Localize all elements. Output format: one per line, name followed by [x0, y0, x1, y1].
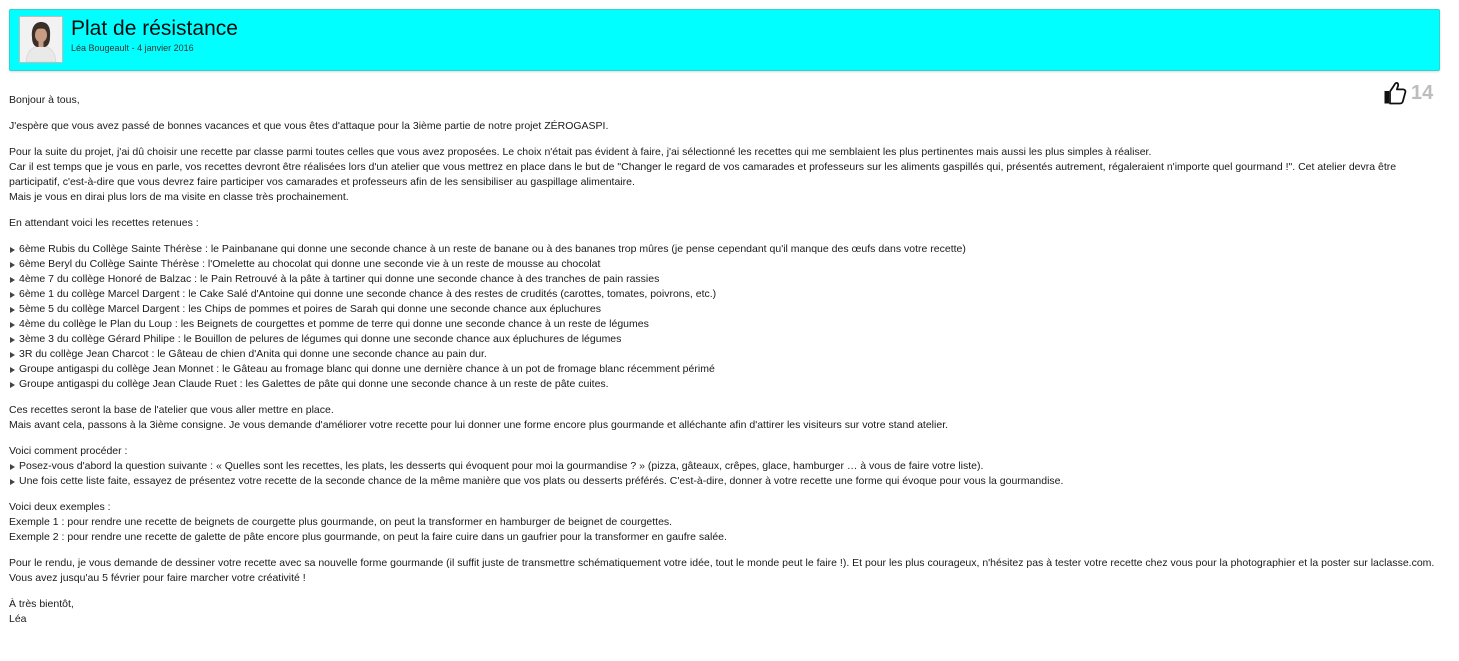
- list-item: 3R du collège Jean Charcot : le Gâteau de chien d'Anita qui donne une seconde chance au pain dur.: [9, 347, 1439, 362]
- author-avatar[interactable]: [19, 16, 63, 63]
- rendu-line: Vous avez jusqu'au 5 février pour faire marcher votre créativité !: [9, 572, 306, 584]
- list-item: 6ème Rubis du Collège Sainte Thérèse : le Painbanane qui donne une seconde chance à un reste de banane ou à des bananes trop mûres (je pense cependant qu'il manque des œufs dans votre recette): [9, 242, 1439, 257]
- procedure-intro: Voici comment procéder :: [9, 445, 128, 457]
- greeting: Bonjour à tous,: [9, 94, 80, 106]
- list-item: 5ème 5 du collège Marcel Dargent : les Chips de pommes et poires de Sarah qui donne une seconde chance aux épluchures: [9, 302, 1439, 317]
- recipes-intro: En attendant voici les recettes retenues :: [9, 217, 199, 229]
- procedure-section: [9, 444, 1439, 489]
- post-author[interactable]: Léa Bougeault: [71, 43, 130, 53]
- instruction-line: Ces recettes seront la base de l'atelier que vous aller mettre en place.: [9, 404, 334, 416]
- list-item: 3ème 3 du collège Gérard Philipe : le Bouillon de pelures de légumes qui donne une seconde chance aux épluchures de légumes: [9, 332, 1439, 347]
- recipes-list: [9, 242, 1439, 392]
- instruction-paragraph: [9, 403, 1439, 433]
- list-item: 4ème 7 du collège Honoré de Balzac : le Pain Retrouvé à la pâte à tartiner qui donne une seconde chance à des tranches de pain rassies: [9, 272, 1439, 287]
- post-date: 4 janvier 2016: [137, 43, 194, 53]
- closing-line: À très bientôt,: [9, 598, 74, 610]
- procedure-list: [9, 459, 1439, 489]
- post-meta: [71, 42, 194, 54]
- rendu-paragraph: [9, 556, 1439, 586]
- example-line: Exemple 1 : pour rendre une recette de beignets de courgette plus gourmande, on peut la transformer en hamburger de beignet de courgettes.: [9, 516, 673, 528]
- list-item: 6ème Beryl du Collège Sainte Thérèse : l'Omelette au chocolat qui donne une seconde vie à un reste de mousse au chocolat: [9, 257, 1439, 272]
- meta-separator: -: [131, 43, 135, 53]
- intro-paragraph: J'espère que vous avez passé de bonnes vacances et que vous êtes d'attaque pour la 3ième partie de notre projet ZÉROGASPI.: [9, 120, 609, 132]
- post-header: [9, 9, 1440, 71]
- list-item: Groupe antigaspi du collège Jean Claude Ruet : les Galettes de pâte qui donne une seconde chance à un reste de pâte cuites.: [9, 377, 1439, 392]
- examples-section: [9, 500, 1439, 545]
- context-line: Mais je vous en dirai plus lors de ma visite en classe très prochainement.: [9, 191, 349, 203]
- instruction-line: Mais avant cela, passons à la 3ième consigne. Je vous demande d'améliorer votre recette pour lui donner une forme encore plus gourmande et alléchante afin d'attirer les visiteurs sur votre stand atelier.: [9, 419, 949, 431]
- list-item: Une fois cette liste faite, essayez de présentez votre recette de la seconde chance de la même manière que vos plats ou desserts préférés. C'est-à-dire, donner à votre recette une forme qui évoque pour vous la gourmandise.: [9, 474, 1439, 489]
- list-item: 6ème 1 du collège Marcel Dargent : le Cake Salé d'Antoine qui donne une seconde chance à des restes de crudités (carottes, tomates, poivrons, etc.): [9, 287, 1439, 302]
- examples-intro: Voici deux exemples :: [9, 501, 111, 513]
- post-title: Plat de résistance: [71, 17, 238, 40]
- list-item: 4ème du collège le Plan du Loup : les Beignets de courgettes et pomme de terre qui donne une seconde chance à un reste de légumes: [9, 317, 1439, 332]
- signature: Léa: [9, 613, 27, 625]
- avatar-photo: [20, 17, 62, 62]
- rendu-line: Pour le rendu, je vous demande de dessiner votre recette avec sa nouvelle forme gourmande (il suffit juste de transmettre schématiquement votre idée, tout le monde peut le faire !). Et pour les plus courageux, n'hésitez pas à tester votre recette chez vous pour la photographier et la poster sur laclasse.com.: [9, 557, 1435, 569]
- list-item: Groupe antigaspi du collège Jean Monnet : le Gâteau au fromage blanc qui donne une dernière chance à un pot de fromage blanc récemment périmé: [9, 362, 1439, 377]
- post-content: [9, 93, 1439, 627]
- closing: [9, 597, 1439, 627]
- example-line: Exemple 2 : pour rendre une recette de galette de pâte encore plus gourmande, on peut la faire cuire dans un gaufrier pour la transformer en gaufre salée.: [9, 531, 727, 543]
- context-paragraph: [9, 145, 1439, 205]
- context-line: Pour la suite du projet, j'ai dû choisir une recette par classe parmi toutes celles que vous avez proposées. Le choix n'était pas évident à faire, j'ai sélectionné les recettes qui me semblaient les plus pertinentes mais aussi les plus simples à réaliser.: [9, 146, 1152, 158]
- list-item: Posez-vous d'abord la question suivante : « Quelles sont les recettes, les plats, les desserts qui évoquent pour moi la gourmandise ? » (pizza, gâteaux, crêpes, glace, hamburger … à vous de faire votre liste).: [9, 459, 1439, 474]
- context-line: Car il est temps que je vous en parle, vos recettes devront être réalisées lors d'un atelier que vous mettrez en place dans le but de "Changer le regard de vos camarades et professeurs sur les aliments gaspillés qui, présentés autrement, régaleraient n'importe quel gourmand !". Cet atelier devra être participatif, c'est-à-dire que vous devrez faire participer vos camarades et professeurs afin de les sensibiliser au gaspillage alimentaire.: [9, 161, 1397, 188]
- like-count: 14: [1411, 82, 1434, 104]
